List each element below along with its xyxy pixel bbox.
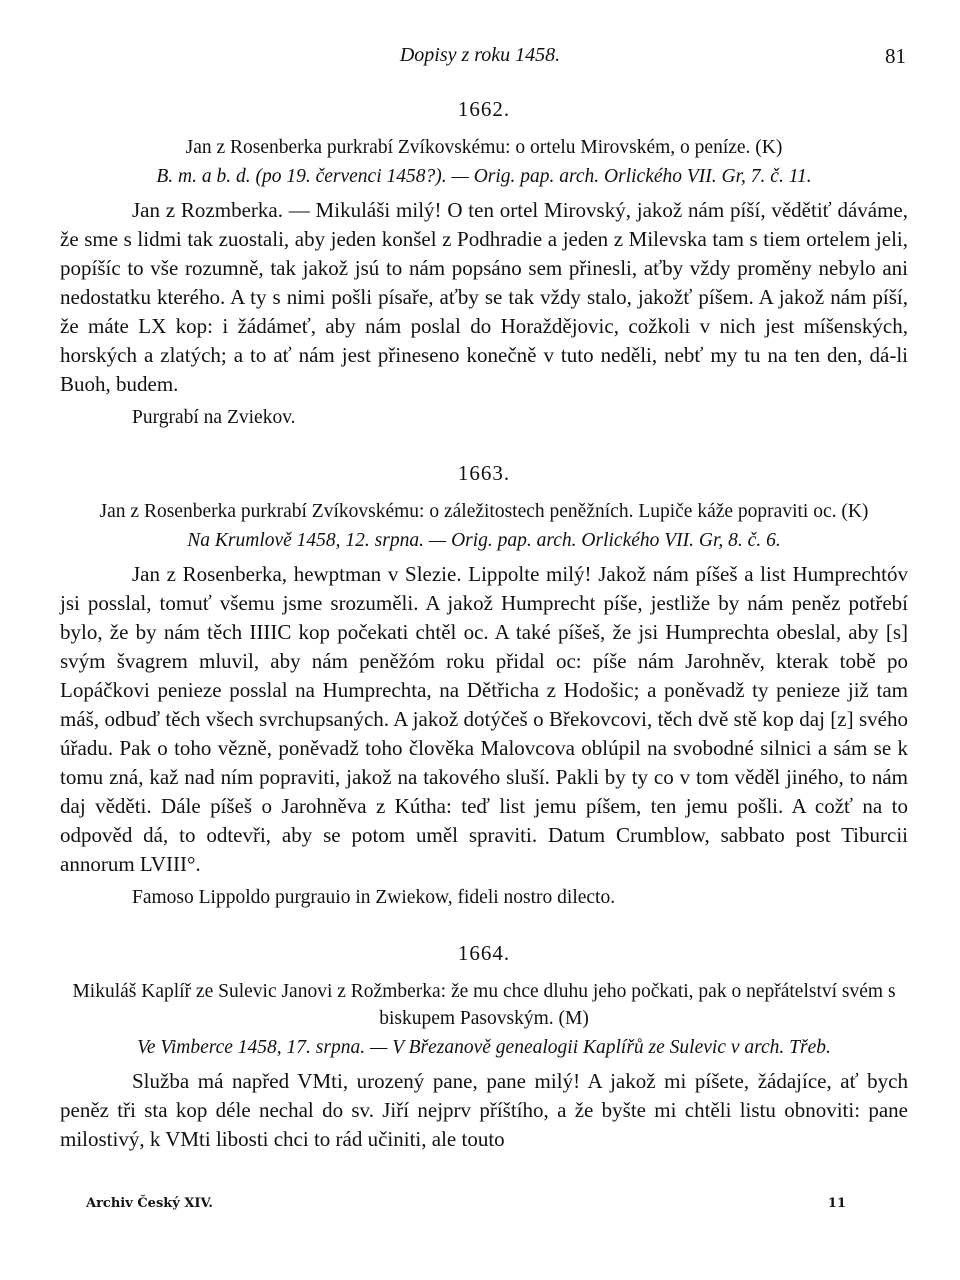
entry-dating: B. m. a b. d. (po 19. červenci 1458?). — Orig. pap. arch. Orlického VII. Gr, 7. č. 11. xyxy=(156,166,812,187)
entry-summary: Jan z Rosenberka purkrabí Zvíkovskému: o ortelu Mirovském, o peníze. (K) xyxy=(185,137,783,158)
entry-closing: Famoso Lippoldo purgrauio in Zwiekow, fideli nostro dilecto. xyxy=(132,887,616,908)
entry-dating: Na Krumlově 1458, 12. srpna. — Orig. pap. arch. Orlického VII. Gr, 8. č. 6. xyxy=(187,530,781,551)
footer-publication: Archiv Český XIV. xyxy=(86,1196,213,1211)
entry-dating: Ve Vimberce 1458, 17. srpna. — V Březanově genealogii Kaplířů ze Sulevic v arch. Třeb. xyxy=(137,1037,831,1058)
footer-signature: 11 xyxy=(827,1196,846,1211)
entry-number: 1664. xyxy=(457,941,511,965)
entry-body: Služba má napřed VMti, urozený pane, pane milý! A jakož mi píšete, žádajíce, ať bych peněz tři sta kop déle nechal do sv. Jiří nejprv příštího, a že byšte mi chtěli listu obnoviti: pane milostivý, k VMti libosti chci to rád učiniti, ale touto xyxy=(60,1069,908,1151)
letter-entry xyxy=(60,96,908,432)
page-footer xyxy=(86,1196,846,1211)
letter-entry xyxy=(60,460,908,912)
entry-closing: Purgrabí na Zviekov. xyxy=(132,407,296,428)
page-number: 81 xyxy=(885,44,906,68)
letter-entry xyxy=(60,940,908,1154)
entry-body: Jan z Rozmberka. — Mikuláši milý! O ten ortel Mirovský, jakož nám píší, vědětiť dáváme, že sme s lidmi tak zuostali, aby jeden konšel z Podhradie a jeden z Milevska tam s tiem ortelem jeli, popíšíc to vše rozumně, tak jakož jsú to nám popsáno sem přinesli, aťby vždy proměny nebylo ani nedostatku kterého. A ty s nimi pošli písaře, aťby se tak vždy stalo, jakožť píšem. A jakož nám píší, že máte LX kop: i žádámeť, aby nám poslal do Horaždějovic, cožkoli v nich jest míšenských, horských a zlatých; a to ať nám jest přineseno konečně v tuto neděli, nebť my tu na ten den, dá-li Buoh, budem. xyxy=(60,198,908,396)
entry-summary: Mikuláš Kaplíř ze Sulevic Janovi z Rožmberka: že mu chce dluhu jeho počkati, pak o nepřátelství svém s biskupem Pasovským. (M) xyxy=(72,981,896,1029)
entry-number: 1663. xyxy=(457,461,511,485)
page-content xyxy=(60,96,908,1154)
running-title: Dopisy z roku 1458. xyxy=(399,44,561,66)
running-header xyxy=(0,44,960,74)
entry-summary: Jan z Rosenberka purkrabí Zvíkovskému: o záležitostech peněžních. Lupiče káže popraviti oc. (K) xyxy=(99,501,869,522)
entry-body: Jan z Rosenberka, hewptman v Slezie. Lippolte milý! Jakož nám píšeš a list Humprechtóv jsi posslal, tomuť všemu jsme srozuměli. A jakož Humprecht píše, jestliže by nám peněz potřebí bylo, že by nám těch IIIIC kop počekati chtěl oc. A také píšeš, že jsi Humprechta obeslal, aby [s] svým švagrem mluvil, aby nám peněžóm roku přidal oc: píše nám Jarohněv, kterak tobě po Lopáčkovi penieze posslal na Humprechta, na Dětřicha z Hodošic; a poněvadž ty penieze již tam máš, odbuď těch všech svrchupsaných. A jakož dotýčeš o Břekovcovi, těch dvě stě kop daj [z] svého úřadu. Pak o toho vězně, poněvadž toho člověka Malovcova oblúpil na svobodné silnici a sám se k tomu zná, kaž nad ním popraviti, jakož na takového sluší. Pakli by ty co v tom věděl jiného, to nám daj věděti. Dále píšeš o Jarohněva z Kútha: teď list jemu píšem, ten jemu pošli. A cožť na to odpověd dá, to odtevři, aby se potom uměl spraviti. Datum Crumblow, sabbato post Tiburcii annorum LVIII°. xyxy=(60,562,908,876)
entry-number: 1662. xyxy=(457,97,511,121)
